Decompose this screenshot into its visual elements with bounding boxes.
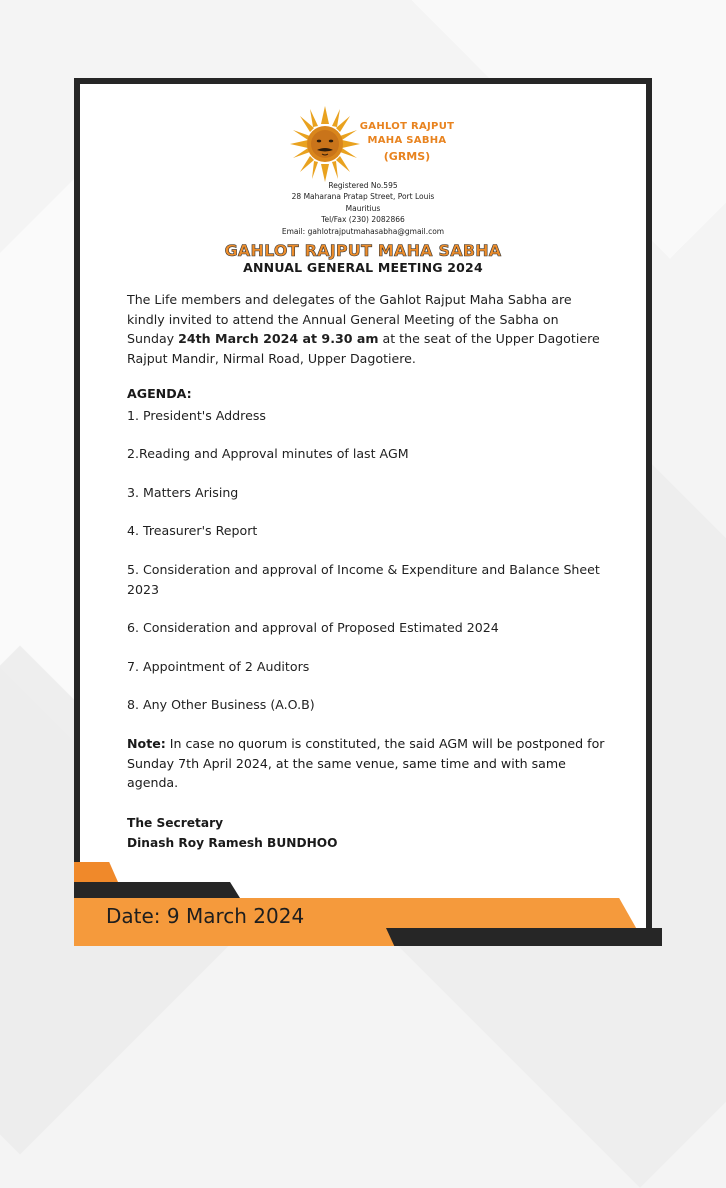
phone-fax: Tel/Fax (230) 2082866 (321, 215, 405, 225)
agenda-item: 5. Consideration and approval of Income & Expenditure and Balance Sheet 2023 (127, 562, 600, 597)
agenda-item: 2.Reading and Approval minutes of last AGM (127, 446, 409, 461)
country: Mauritius (345, 203, 381, 213)
org-logo (80, 106, 646, 186)
org-name-line1: GAHLOT RAJPUT (359, 121, 455, 132)
agenda-heading: AGENDA: (127, 386, 192, 401)
org-name-line2: MAHA SABHA (367, 135, 447, 146)
agenda-item: 1. President's Address (127, 408, 266, 423)
registration-number: Registered No.595 (328, 181, 398, 190)
sun-face-emblem-icon (290, 106, 360, 182)
notice-card (74, 78, 652, 946)
note-label: Note: (127, 736, 166, 751)
footer-accent-dark (386, 928, 662, 946)
page-subtitle: ANNUAL GENERAL MEETING 2024 (243, 260, 483, 275)
street-address: 28 Maharana Pratap Street, Port Louis (291, 192, 435, 202)
meeting-datetime: 24th March 2024 at 9.30 am (178, 331, 379, 346)
agenda-item: 6. Consideration and approval of Proposed Estimated 2024 (127, 620, 499, 635)
agenda-item: 3. Matters Arising (127, 485, 239, 500)
email-address: Email: gahlotrajputmahasabha@gmail.com (281, 226, 445, 236)
invitation-text-part2: at the seat of the Upper Dagotiere Rajput Mandir, Nirmal Road, Upper Dagotiere. (127, 331, 600, 366)
footer-accent-dark (74, 882, 240, 898)
address-block (80, 180, 646, 237)
invitation-paragraph (127, 290, 607, 368)
page-title: GAHLOT RAJPUT MAHA SABHA (224, 241, 502, 260)
agenda-item: 4. Treasurer's Report (127, 523, 258, 538)
agenda-item: 8. Any Other Business (A.O.B) (127, 697, 315, 712)
agenda-item: 7. Appointment of 2 Auditors (127, 659, 310, 674)
org-logo-text (352, 120, 462, 164)
signatory-role: The Secretary (127, 816, 224, 830)
notice-date: Date: 9 March 2024 (106, 904, 305, 928)
invitation-text-part1: The Life members and delegates of the Gahlot Rajput Maha Sabha are kindly invited to attend the Annual General Meeting of the Sabha on Sunday (127, 292, 572, 346)
signatory-name: Dinash Roy Ramesh BUNDHOO (127, 835, 338, 850)
org-acronym: (GRMS) (383, 150, 431, 163)
signature-block (127, 814, 337, 853)
quorum-note (127, 734, 607, 793)
note-text: In case no quorum is constituted, the said AGM will be postponed for Sunday 7th April 2024, at the same venue, same time and with same agenda. (127, 736, 605, 790)
